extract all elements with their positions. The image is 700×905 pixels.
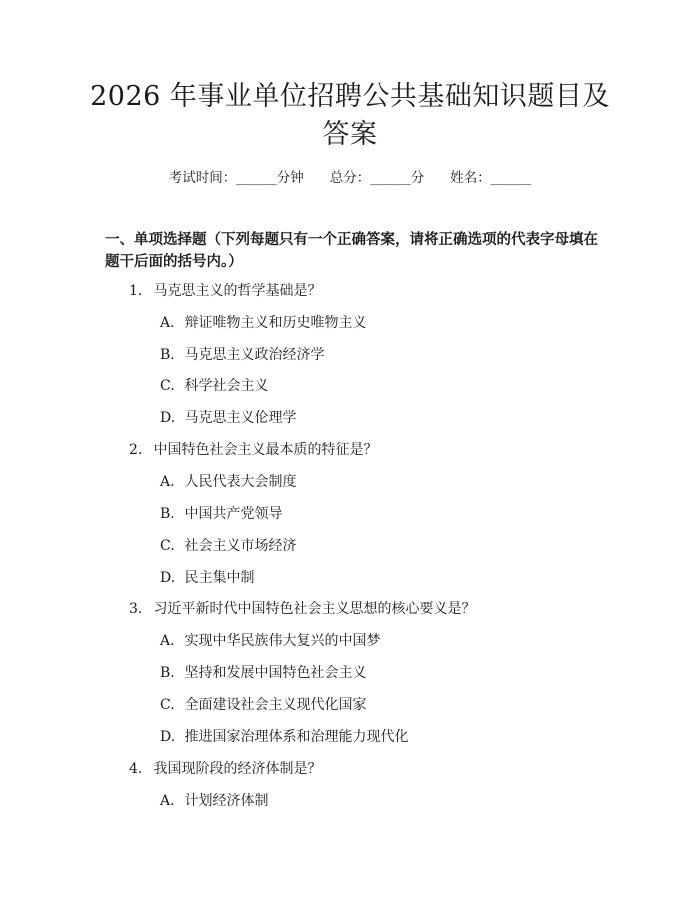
question-text: 马克思主义的哲学基础是？: [153, 283, 322, 299]
option-letter: C.: [160, 378, 175, 394]
name-field: 姓名：______: [450, 170, 532, 186]
exam-time-field: 考试时间：______分钟: [168, 170, 304, 186]
question-2: [129, 440, 377, 460]
question-text: 我国现阶段的经济体制是？: [153, 761, 322, 777]
option-2b: [160, 504, 282, 524]
option-text: 社会主义市场经济: [184, 538, 297, 554]
option-text: 民主集中制: [184, 570, 255, 586]
option-letter: C.: [160, 697, 175, 713]
option-1a: [160, 313, 366, 333]
option-text: 马克思主义伦理学: [184, 410, 297, 426]
option-letter: C.: [160, 538, 175, 554]
option-2d: [160, 568, 254, 588]
option-1d: [160, 408, 296, 428]
page-title: 2026 年事业单位招聘公共基础知识题目及答案: [90, 81, 610, 150]
option-1b: [160, 345, 324, 365]
option-letter: B.: [160, 665, 175, 681]
option-letter: A.: [160, 315, 175, 331]
exam-meta: [0, 168, 700, 188]
question-4: [129, 759, 321, 779]
question-text: 中国特色社会主义最本质的特征是？: [153, 442, 378, 458]
option-4a: [160, 791, 268, 811]
option-2a: [160, 472, 296, 492]
option-text: 马克思主义政治经济学: [184, 347, 325, 363]
option-text: 推进国家治理体系和治理能力现代化: [184, 729, 409, 745]
question-number: 1.: [129, 283, 143, 299]
option-text: 实现中华民族伟大复兴的中国梦: [184, 633, 381, 649]
option-1c: [160, 376, 268, 396]
question-1: [129, 281, 321, 301]
section-heading: 一、单项选择题（下列每题只有一个正确答案，请将正确选项的代表字母填在题干后面的括号内。）: [105, 232, 598, 270]
option-text: 全面建设社会主义现代化国家: [184, 697, 367, 713]
option-text: 计划经济体制: [184, 793, 269, 809]
option-letter: A.: [160, 793, 175, 809]
option-text: 科学社会主义: [184, 378, 269, 394]
option-text: 辩证唯物主义和历史唯物主义: [184, 315, 367, 331]
option-letter: D.: [160, 729, 176, 745]
option-3a: [160, 631, 380, 651]
option-2c: [160, 536, 296, 556]
question-number: 3.: [129, 601, 143, 617]
option-letter: B.: [160, 347, 175, 363]
option-3d: [160, 727, 408, 747]
option-letter: A.: [160, 633, 175, 649]
option-letter: D.: [160, 410, 176, 426]
option-letter: A.: [160, 474, 175, 490]
option-letter: D.: [160, 570, 176, 586]
option-text: 中国共产党领导: [184, 506, 283, 522]
question-number: 2.: [129, 442, 143, 458]
option-letter: B.: [160, 506, 175, 522]
option-text: 人民代表大会制度: [184, 474, 297, 490]
option-3c: [160, 695, 366, 715]
total-score-field: 总分：______分: [329, 170, 425, 186]
question-number: 4.: [129, 761, 143, 777]
option-text: 坚持和发展中国特色社会主义: [184, 665, 367, 681]
question-3: [129, 599, 475, 619]
option-3b: [160, 663, 366, 683]
question-text: 习近平新时代中国特色社会主义思想的核心要义是？: [153, 601, 476, 617]
